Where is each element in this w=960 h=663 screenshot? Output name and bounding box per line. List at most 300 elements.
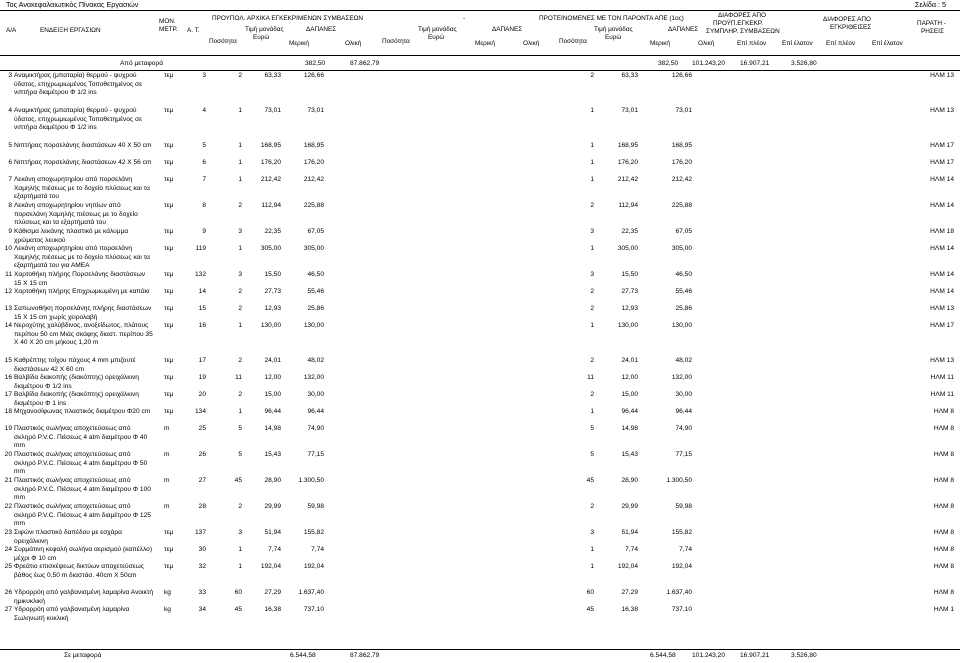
table-row <box>0 391 960 408</box>
item-price-code: 25 <box>198 425 206 432</box>
item-price-code: 33 <box>198 589 206 596</box>
item-total: 46,50 <box>307 271 324 278</box>
item-price-code: 26 <box>198 451 206 458</box>
item-code: ΗΛΜ 11 <box>930 374 954 381</box>
item-unit-price: 192,04 <box>260 563 281 570</box>
item-unit-price: 112,94 <box>261 202 281 209</box>
item-unit-price-proposed: 305,00 <box>617 245 638 252</box>
item-unit: τεμ <box>164 322 174 329</box>
item-quantity-proposed: 2 <box>590 202 594 209</box>
header-unit-price-3: Τιμή μονάδας <box>418 26 457 33</box>
item-unit-price: 27,73 <box>264 288 281 295</box>
item-description: Χαρτοθήκη πλήρης Πορσελάνης διαστάσεων 15 Χ 15 cm <box>14 271 146 287</box>
item-number: 12 <box>4 288 12 295</box>
table-row <box>0 322 960 357</box>
header-expenses-1: ΔΑΠΑΝΕΣ <box>306 26 337 33</box>
item-unit-price-proposed: 27,73 <box>621 288 638 295</box>
item-number: 5 <box>8 142 12 149</box>
item-quantity-proposed: 3 <box>590 529 594 536</box>
item-unit-price-proposed: 176,20 <box>617 159 638 166</box>
item-description: Λεκάνη αποχωρητηρίου από πορσελάνη Χαμηλής πιέσεως με το δοχείο πλύσεως και τα εξαρτήματά του <box>14 176 150 201</box>
item-unit-price-proposed: 12,93 <box>621 305 638 312</box>
item-total-proposed: 155,82 <box>671 529 692 536</box>
item-unit-price: 168,95 <box>260 142 281 149</box>
item-total: 55,46 <box>307 288 324 295</box>
item-code: ΗΛΜ 13 <box>930 72 954 79</box>
header-partial-2: Μερική <box>475 40 495 47</box>
item-code: ΗΛΜ 8 <box>933 503 954 510</box>
header-proposed: ΠΡΟΤΕΙΝΟΜΕΝΕΣ ΜΕ ΤΟΝ ΠΑΡΟΝΤΑ ΑΠΕ (1ος) <box>539 15 684 22</box>
item-quantity-proposed: 60 <box>586 589 594 596</box>
item-description: Βαλβίδα διακοπής (διακόπτης) ορειχάλκινη διαμέτρου Φ 1/2 ins <box>14 374 139 390</box>
item-unit-price: 27,29 <box>264 589 281 596</box>
document-title: Τος Ανακεφαλαιωτικός Πίνακας Εργασιών <box>6 0 139 9</box>
item-description: Συρμάτινη κεφαλή σωλήνα αερισμού (καπέλλο) μέχρι Φ 10 cm <box>14 546 153 562</box>
item-description: Φρεάτιο επισκέψεως δικτύων αποχετεύσεως βάθος έως 0,50 m διαστάσ. 40cm Χ 50cm <box>14 563 144 579</box>
header-remarks-1: ΠΑΡΑΤΗ - <box>917 20 946 27</box>
header-qty-2: Ποσότητα <box>382 38 410 45</box>
item-unit: m <box>164 503 170 510</box>
header-unit-price-4: Ευρώ <box>428 34 445 41</box>
item-price-code: 14 <box>198 288 206 295</box>
item-quantity-proposed: 2 <box>590 357 594 364</box>
item-number: 8 <box>8 202 12 209</box>
table-row <box>0 176 960 202</box>
item-description: Χαρτοθήκη πλήρης Επιχρωμιωμένη με καπάκι <box>14 288 150 295</box>
item-price-code: 132 <box>194 271 206 278</box>
header-unit-price-6: Ευρώ <box>605 34 622 41</box>
item-quantity-proposed: 5 <box>590 425 594 432</box>
item-price-code: 19 <box>198 374 206 381</box>
item-unit-price-proposed: 51,94 <box>621 529 638 536</box>
item-price-code: 3 <box>202 72 206 79</box>
item-total: 67,05 <box>307 228 324 235</box>
item-unit: τεμ <box>164 245 174 252</box>
item-price-code: 9 <box>202 228 206 235</box>
footer-total-proposed: 101.243,20 <box>692 652 726 659</box>
table-header <box>0 10 960 55</box>
item-code: ΗΛΜ 11 <box>930 391 954 398</box>
header-top-rule <box>0 10 960 11</box>
item-code: ΗΛΜ 1 <box>933 606 954 613</box>
item-description: Πλαστικός σωλήνας αποχετεύσεως από σκληρό P.V.C. Πιέσεως 4 atm διαμέτρου Φ 125 mm <box>14 503 151 528</box>
item-price-code: 34 <box>198 606 206 613</box>
item-number: 26 <box>4 589 12 596</box>
item-code: ΗΛΜ 8 <box>933 529 954 536</box>
item-total-proposed: 192,04 <box>671 563 692 570</box>
item-unit-price-proposed: 27,29 <box>621 589 638 596</box>
item-code: ΗΛΜ 8 <box>933 408 954 415</box>
header-remarks-2: ΡΗΣΕΙΣ <box>921 28 944 35</box>
table-row <box>0 563 960 589</box>
item-unit-price: 15,43 <box>264 451 281 458</box>
item-unit-price: 130,00 <box>260 322 281 329</box>
item-quantity: 1 <box>238 546 242 553</box>
footer-diff-more: 16.907,21 <box>740 652 770 659</box>
item-unit-price: 51,94 <box>264 529 281 536</box>
item-quantity-proposed: 1 <box>590 546 594 553</box>
item-unit-price: 305,00 <box>260 245 281 252</box>
item-total: 132,00 <box>303 374 324 381</box>
item-unit: τεμ <box>164 374 174 381</box>
footer-diff-less: 3.526,80 <box>791 652 817 659</box>
item-description: Νιπτήρας πορσελάνης διαστάσεων 42 Χ 56 cm <box>14 159 152 166</box>
item-unit-price: 12,00 <box>264 374 281 381</box>
item-number: 7 <box>8 176 12 183</box>
item-price-code: 28 <box>198 503 206 510</box>
item-total: 74,90 <box>307 425 324 432</box>
item-description: Αναμικτήρας (μπαταρία) θερμού - ψυχρού ύδατος, επιχρωμιωμένος Τοποθετημένος σε νιπτήρα διαμέτρου Φ 1/2 ins <box>14 107 143 132</box>
item-total-proposed: 77,15 <box>675 451 692 458</box>
item-unit-price: 28,90 <box>264 477 281 484</box>
footer-qty: 6.544,58 <box>290 652 316 659</box>
item-price-code: 20 <box>198 391 206 398</box>
item-unit-price-proposed: 63,33 <box>621 72 638 79</box>
item-quantity-proposed: 2 <box>590 503 594 510</box>
item-total-proposed: 212,42 <box>671 176 692 183</box>
item-code: ΗΛΜ 14 <box>930 271 954 278</box>
item-description: Καθρέπτης τοίχου πάχους 4 mm μπιζουτέ διαστάσεων 42 Χ 60 cm <box>14 357 136 373</box>
item-quantity: 3 <box>238 529 242 536</box>
item-code: ΗΛΜ 8 <box>933 477 954 484</box>
item-description: Πλαστικός σωλήνας αποχετεύσεως από σκληρό P.V.C. Πιέσεως 4 atm διαμέτρου Φ 100 mm <box>14 477 151 502</box>
item-total-proposed: 25,86 <box>675 305 692 312</box>
item-number: 13 <box>4 305 12 312</box>
item-total-proposed: 737,10 <box>671 606 692 613</box>
item-unit-price-proposed: 24,01 <box>621 357 638 364</box>
item-total: 1.637,40 <box>298 589 324 596</box>
item-price-code: 32 <box>198 563 206 570</box>
header-total-3: Ολική <box>698 40 715 47</box>
item-unit-price-proposed: 15,43 <box>621 451 638 458</box>
footer-top-rule <box>0 649 960 650</box>
item-description: Υδρορρόη από γαλβανισμένη λαμαρίνα Ανοικτή ημικυκλική <box>14 589 154 605</box>
header-at: Α. Τ. <box>187 27 200 34</box>
item-unit-price: 73,01 <box>264 107 281 114</box>
item-number: 22 <box>4 503 12 510</box>
header-qty-3: Ποσότητα <box>559 38 587 45</box>
header-unit-2: ΜΕΤΡ. <box>159 26 178 33</box>
item-quantity: 5 <box>238 451 242 458</box>
header-unit-1: ΜΟΝ. <box>159 18 176 25</box>
item-unit: τεμ <box>164 391 174 398</box>
item-unit: τεμ <box>164 357 174 364</box>
item-code: ΗΛΜ 13 <box>930 107 954 114</box>
item-total: 73,01 <box>307 107 324 114</box>
item-unit-price-proposed: 15,00 <box>621 391 638 398</box>
table-row <box>0 606 960 623</box>
items-table <box>0 72 960 623</box>
table-row <box>0 245 960 271</box>
item-total: 225,88 <box>303 202 324 209</box>
item-description: Κάθισμα λεκάνης πλαστικό με κάλυμμα χρώματος λευκού <box>14 228 129 244</box>
item-total-proposed: 176,20 <box>671 159 692 166</box>
header-dash: - <box>463 15 466 22</box>
item-unit-price: 15,00 <box>264 391 281 398</box>
item-unit-price: 24,01 <box>264 357 281 364</box>
item-price-code: 137 <box>194 529 206 536</box>
header-bottom-rule <box>0 55 960 56</box>
item-unit-price-proposed: 12,00 <box>621 374 638 381</box>
item-description: Σιφώνι πλαστικό δαπέδου με εσχάρα ορειχάλκινη <box>14 529 122 545</box>
carried-forward-row <box>0 58 960 68</box>
item-total-proposed: 55,46 <box>675 288 692 295</box>
item-unit: m <box>164 425 170 432</box>
item-unit-price-proposed: 112,94 <box>618 202 638 209</box>
item-quantity: 11 <box>235 374 242 381</box>
item-quantity: 1 <box>238 322 242 329</box>
item-code: ΗΛΜ 14 <box>930 288 954 295</box>
header-total-1: Ολική <box>345 40 362 47</box>
item-unit: τεμ <box>164 408 174 415</box>
item-number: 23 <box>4 529 12 536</box>
item-description: Αναμικτήρας (μπαταρία) θερμού - ψυχρού ύδατος, επιχρωμιωμένος Τοποθετημένος σε νιπτήρα διαμέτρου Φ 1/2 ins <box>14 72 143 97</box>
item-quantity: 45 <box>234 606 242 613</box>
table-row <box>0 589 960 606</box>
table-row <box>0 159 960 176</box>
item-total-proposed: 1.637,40 <box>666 589 692 596</box>
item-number: 27 <box>4 606 12 613</box>
item-total: 48,02 <box>307 357 324 364</box>
table-row <box>0 529 960 546</box>
item-description: Σαπωνοθήκη πορσελάνης πλήρης διαστάσεων 15 Χ 15 cm χωρίς χειρολαβή <box>14 305 152 321</box>
item-number: 19 <box>4 425 12 432</box>
item-price-code: 5 <box>202 142 206 149</box>
table-row <box>0 202 960 228</box>
item-code: ΗΛΜ 14 <box>930 245 954 252</box>
item-total: 30,00 <box>307 391 324 398</box>
header-unit-price-2: Ευρώ <box>253 34 270 41</box>
footer-total: 87.862,79 <box>350 652 380 659</box>
item-total: 737,10 <box>303 606 324 613</box>
item-description: Πλαστικός σωλήνας αποχετεύσεως από σκληρό P.V.C. Πιέσεως 4 atm διαμέτρου Φ 40 mm <box>14 425 148 450</box>
item-code: ΗΛΜ 18 <box>930 228 954 235</box>
item-unit-price-proposed: 130,00 <box>617 322 638 329</box>
item-total: 77,15 <box>307 451 324 458</box>
item-price-code: 8 <box>202 202 206 209</box>
item-unit-price-proposed: 15,50 <box>621 271 638 278</box>
item-unit-price-proposed: 168,95 <box>617 142 638 149</box>
table-row <box>0 546 960 563</box>
item-unit-price: 29,99 <box>264 503 281 510</box>
item-price-code: 6 <box>202 159 206 166</box>
item-quantity-proposed: 3 <box>590 228 594 235</box>
item-code: ΗΛΜ 17 <box>930 159 954 166</box>
item-total-proposed: 73,01 <box>675 107 692 114</box>
item-quantity: 2 <box>238 288 242 295</box>
item-unit: τεμ <box>164 546 174 553</box>
item-total-proposed: 126,66 <box>671 72 692 79</box>
item-total: 176,20 <box>303 159 324 166</box>
item-total: 1.300,50 <box>298 477 324 484</box>
item-quantity-proposed: 1 <box>590 176 594 183</box>
item-total: 305,00 <box>303 245 324 252</box>
header-expenses-2: ΔΑΠΑΝΕΣ <box>492 26 523 33</box>
item-unit-price-proposed: 73,01 <box>621 107 638 114</box>
item-price-code: 4 <box>202 107 206 114</box>
item-code: ΗΛΜ 17 <box>930 322 954 329</box>
item-quantity-proposed: 2 <box>590 72 594 79</box>
item-total: 59,98 <box>307 503 324 510</box>
header-diff-3: ΣΥΜΠΛΗΡ. ΣΥΜΒΑΣΕΩΝ <box>706 28 780 35</box>
item-total-proposed: 225,88 <box>671 202 692 209</box>
item-unit-price-proposed: 16,38 <box>621 606 638 613</box>
item-quantity-proposed: 1 <box>590 107 594 114</box>
item-total-proposed: 46,50 <box>675 271 692 278</box>
carried-diff-more: 16.907,21 <box>740 60 770 67</box>
footer-label: Σε μεταφορά <box>64 652 102 659</box>
carried-qty: 382,50 <box>305 60 326 67</box>
header-partial-1: Μερική <box>289 40 309 47</box>
item-code: ΗΛΜ 13 <box>930 357 954 364</box>
item-unit-price: 96,44 <box>264 408 281 415</box>
item-unit-price-proposed: 14,98 <box>621 425 638 432</box>
item-quantity: 1 <box>238 245 242 252</box>
item-unit: m <box>164 451 170 458</box>
carried-label: Από μεταφορά <box>120 60 164 67</box>
item-price-code: 7 <box>202 176 206 183</box>
item-quantity-proposed: 11 <box>587 374 594 381</box>
item-quantity: 1 <box>238 176 242 183</box>
item-number: 6 <box>8 159 12 166</box>
item-total-proposed: 305,00 <box>671 245 692 252</box>
item-total-proposed: 132,00 <box>671 374 692 381</box>
item-quantity-proposed: 1 <box>590 159 594 166</box>
item-number: 20 <box>4 451 12 458</box>
item-price-code: 16 <box>198 322 206 329</box>
item-quantity: 2 <box>238 503 242 510</box>
footer-qty-proposed: 6.544,58 <box>650 652 676 659</box>
item-code: ΗΛΜ 14 <box>930 202 954 209</box>
item-total-proposed: 168,95 <box>671 142 692 149</box>
carried-total-proposed: 101.243,20 <box>692 60 726 67</box>
header-diff-2: ΠΡΟΫΠ.ΕΓΚΕΚΡ. <box>713 20 764 27</box>
item-number: 17 <box>4 391 12 398</box>
item-total-proposed: 1.300,50 <box>666 477 692 484</box>
item-code: ΗΛΜ 13 <box>930 305 954 312</box>
carry-over-row <box>0 652 960 662</box>
table-row <box>0 451 960 477</box>
item-unit-price-proposed: 7,74 <box>625 546 638 553</box>
item-unit: τεμ <box>164 159 174 166</box>
item-unit-price: 22,35 <box>264 228 281 235</box>
item-description: Λεκάνη αποχωρητηρίου νηπίων από πορσελάνη Χαμηλής πιέσεως με το δοχείο πλύσεως και τα εξαρτήματά του <box>14 202 138 227</box>
item-unit: τεμ <box>164 288 174 295</box>
item-quantity: 2 <box>238 357 242 364</box>
table-row <box>0 228 960 245</box>
table-row <box>0 271 960 288</box>
item-total-proposed: 74,90 <box>675 425 692 432</box>
item-unit-price: 176,20 <box>260 159 281 166</box>
item-quantity-proposed: 5 <box>590 451 594 458</box>
item-unit: τεμ <box>164 563 174 570</box>
item-description: Πλαστικός σωλήνας αποχετεύσεως από σκληρό P.V.C. Πιέσεως 4 atm διαμέτρου Φ 50 mm <box>14 451 148 476</box>
item-price-code: 15 <box>198 305 206 312</box>
item-quantity: 1 <box>238 408 242 415</box>
item-unit-price-proposed: 212,42 <box>617 176 638 183</box>
item-total: 7,74 <box>311 546 324 553</box>
item-unit-price: 7,74 <box>268 546 281 553</box>
item-number: 21 <box>4 477 12 484</box>
item-quantity: 1 <box>238 107 242 114</box>
page-number: Σελίδα : 5 <box>915 0 946 9</box>
item-code: ΗΛΜ 8 <box>933 589 954 596</box>
item-number: 24 <box>4 546 12 553</box>
table-row <box>0 408 960 425</box>
item-unit-price: 12,93 <box>264 305 281 312</box>
item-unit: kg <box>164 606 171 613</box>
item-unit-price-proposed: 28,90 <box>621 477 638 484</box>
header-qty-1: Ποσότητα <box>209 38 237 45</box>
item-total-proposed: 96,44 <box>675 408 692 415</box>
item-quantity-proposed: 1 <box>590 408 594 415</box>
item-quantity-proposed: 1 <box>590 142 594 149</box>
item-quantity-proposed: 45 <box>586 606 594 613</box>
header-unit-price-1: Τιμή μονάδας <box>245 26 284 33</box>
item-price-code: 17 <box>198 357 206 364</box>
item-unit-price: 212,42 <box>260 176 281 183</box>
item-number: 15 <box>4 357 12 364</box>
item-unit: m <box>164 477 170 484</box>
item-quantity: 3 <box>238 228 242 235</box>
item-quantity-proposed: 2 <box>590 288 594 295</box>
item-unit-price: 14,98 <box>264 425 281 432</box>
item-description: Νεροχύτης χαλύβδινος, ανοξείδωτος, πλάτους περίπου 50 cm Μιάς σκάφης διαστ. περίπου 35 Χ 40 Χ 20 cm μήκους 1,20 m <box>14 322 153 347</box>
item-unit-price: 15,50 <box>264 271 281 278</box>
item-price-code: 134 <box>194 408 206 415</box>
item-total: 168,95 <box>303 142 324 149</box>
table-row <box>0 477 960 503</box>
item-quantity: 2 <box>238 202 242 209</box>
item-quantity-proposed: 3 <box>590 271 594 278</box>
item-quantity: 2 <box>238 305 242 312</box>
item-unit: τεμ <box>164 202 174 209</box>
header-expenses-3: ΔΑΠΑΝΕΣ <box>668 26 699 33</box>
item-total: 126,66 <box>303 72 324 79</box>
item-number: 16 <box>4 374 12 381</box>
header-budget: ΠΡΟΥΠΟΛ. ΑΡΧΙΚΑ ΕΓΚΕΚΡΙΜΕΝΩΝ ΣΥΜΒΑΣΕΩΝ <box>212 15 363 22</box>
item-description: Υδρορρόη από γαλβανισμένη λαμαρίνα Σωληνωτή κυκλική <box>14 606 130 622</box>
item-number: 14 <box>4 322 12 329</box>
item-quantity-proposed: 1 <box>590 322 594 329</box>
item-number: 10 <box>4 245 12 252</box>
item-quantity-proposed: 2 <box>590 305 594 312</box>
table-row <box>0 374 960 391</box>
item-description: Νιπτήρας πορσελάνης διαστάσεων 40 Χ 50 cm <box>14 142 152 149</box>
item-unit-price-proposed: 29,99 <box>621 503 638 510</box>
item-quantity: 2 <box>238 72 242 79</box>
header-unit-price-5: Τιμή μονάδας <box>594 26 633 33</box>
item-quantity: 5 <box>238 425 242 432</box>
item-unit-price: 63,33 <box>264 72 281 79</box>
header-more-1: Επί πλέον <box>737 40 767 47</box>
table-row <box>0 288 960 305</box>
item-unit-price: 16,38 <box>264 606 281 613</box>
item-number: 25 <box>4 563 12 570</box>
item-quantity: 3 <box>238 271 242 278</box>
table-row <box>0 357 960 374</box>
item-quantity: 1 <box>238 159 242 166</box>
table-row <box>0 107 960 142</box>
item-code: ΗΛΜ 17 <box>930 142 954 149</box>
item-quantity: 1 <box>238 142 242 149</box>
item-total: 25,86 <box>307 305 324 312</box>
item-code: ΗΛΜ 14 <box>930 176 954 183</box>
table-row <box>0 305 960 322</box>
item-unit: τεμ <box>164 107 174 114</box>
item-unit-price-proposed: 96,44 <box>621 408 638 415</box>
item-code: ΗΛΜ 8 <box>933 425 954 432</box>
